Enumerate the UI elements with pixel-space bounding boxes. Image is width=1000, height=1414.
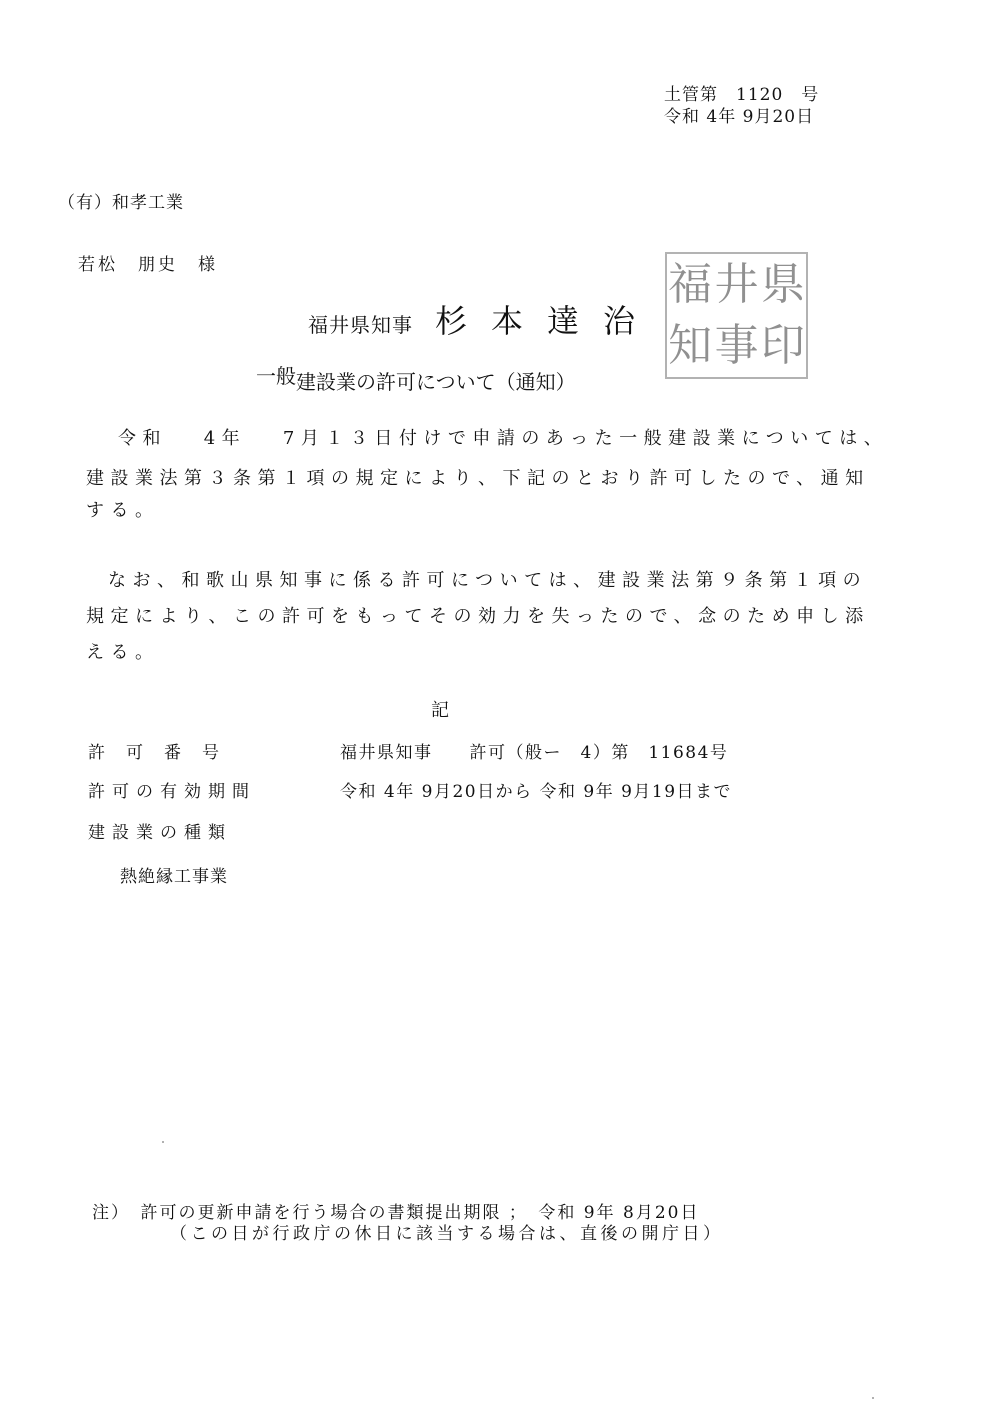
body-paragraph-1-line-1: 令和 4年 7月１３日付けで申請のあった一般建設業については、 [118,428,889,449]
seal-characters [667,254,806,377]
permit-number-label: 許可番号 [88,743,240,763]
body-paragraph-2-line-1: なお、和歌山県知事に係る許可については、建設業法第９条第１項の [108,570,868,591]
body-paragraph-1-line-2: 建設業法第３条第１項の規定により、下記のとおり許可したので、通知 [86,468,870,489]
body-paragraph-2-line-3: える。 [86,642,160,663]
validity-period-value: 令和 4年 9月20日から 令和 9年 9月19日まで [340,782,733,802]
reference-number: 土管第 1120 号 [664,85,820,105]
note-line-2: （この日が行政庁の休日に該当する場合は、直後の開庁日） [170,1224,724,1244]
validity-period-label: 許可の有効期間 [88,782,256,802]
recipient-person: 若松 朋史 様 [78,255,218,275]
seal-char: 井 [714,258,759,310]
seal-char: 福 [668,258,713,310]
issue-date: 令和 4年 9月20日 [664,107,815,127]
scan-speck [162,1141,164,1143]
subject-lead: 一般 [256,364,296,388]
official-seal [665,252,808,379]
business-type-value: 熱絶縁工事業 [120,867,228,887]
seal-char: 県 [760,258,805,310]
issuer-title: 福井県知事 [308,313,413,337]
permit-number-value: 福井県知事 許可（般ー 4）第 11684号 [340,743,729,763]
seal-char: 事 [714,320,759,372]
subject-rest: 建設業の許可について（通知） [296,370,576,394]
issuer-name: 杉本達治 [435,302,660,340]
scan-speck [872,1397,874,1399]
body-paragraph-2-line-2: 規定により、この許可をもってその効力を失ったので、念のため申し添 [86,606,870,627]
issuer [308,296,659,342]
seal-char: 印 [760,320,805,372]
note-line-1: 注） 許可の更新申請を行う場合の書類提出期限 ； 令和 9年 8月20日 [92,1203,700,1223]
seal-char: 知 [668,320,713,372]
document-subject [256,366,576,395]
business-type-label: 建設業の種類 [88,823,232,843]
record-heading: 記 [431,700,449,721]
recipient-company: （有）和孝工業 [58,193,184,213]
body-paragraph-1-line-3: する。 [86,500,160,521]
